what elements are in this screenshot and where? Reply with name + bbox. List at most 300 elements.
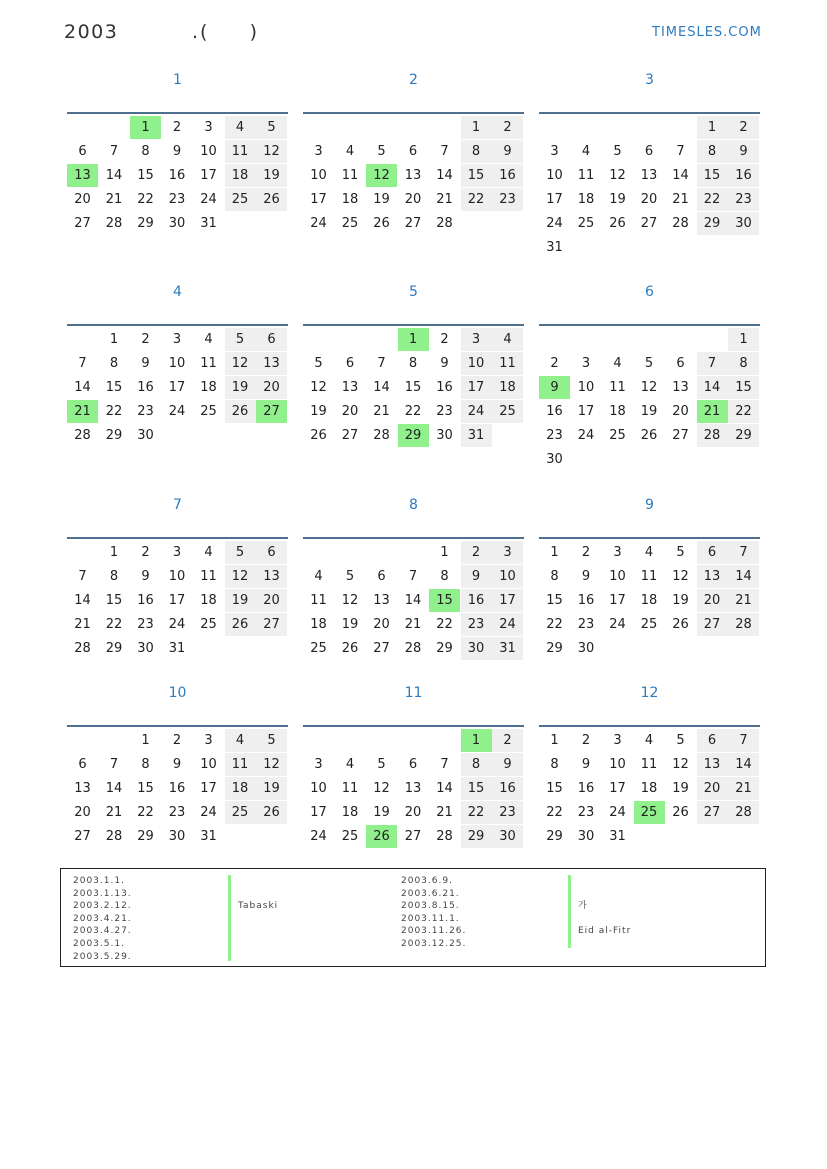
day-cell: 26 bbox=[672, 617, 689, 632]
month-name: 9 bbox=[645, 497, 654, 513]
day-cell: 24 bbox=[168, 617, 186, 632]
legend-entry bbox=[578, 938, 631, 951]
calendar-year: 2003 bbox=[64, 21, 119, 43]
day-cell: 20 bbox=[341, 404, 359, 419]
day-cell: 13 bbox=[373, 593, 390, 608]
day-cell: 2 bbox=[492, 729, 523, 752]
day-cell: 4 bbox=[225, 729, 256, 752]
month-rule bbox=[303, 112, 524, 114]
day-cell: 13 bbox=[697, 565, 728, 588]
day-cell: 29 bbox=[436, 641, 453, 656]
day-cell: 22 bbox=[137, 805, 154, 820]
day-cell: 15 bbox=[728, 376, 759, 399]
day-cell: 13 bbox=[672, 380, 689, 395]
day-cell: 20 bbox=[640, 192, 658, 207]
day-cell: 10 bbox=[609, 569, 626, 584]
day-cell: 21 bbox=[436, 805, 453, 820]
day-cell: 25 bbox=[200, 617, 217, 632]
day-cell: 2 bbox=[172, 733, 182, 748]
holiday-day-cell: 15 bbox=[429, 589, 460, 612]
holiday-day-cell: 29 bbox=[398, 424, 429, 447]
day-cell: 29 bbox=[697, 212, 728, 235]
day-cell: 9 bbox=[141, 356, 150, 371]
day-cell: 7 bbox=[440, 757, 449, 772]
day-cell: 28 bbox=[404, 641, 422, 656]
day-cell: 2 bbox=[172, 120, 182, 135]
day-cell: 10 bbox=[492, 565, 523, 588]
day-cell: 18 bbox=[341, 192, 359, 207]
day-cell: 12 bbox=[672, 757, 689, 772]
day-cell: 9 bbox=[492, 140, 523, 163]
day-cell: 1 bbox=[550, 733, 559, 748]
day-cell: 21 bbox=[105, 192, 123, 207]
day-cell: 12 bbox=[373, 781, 390, 796]
day-cell: 11 bbox=[341, 168, 359, 183]
day-cell: 7 bbox=[676, 144, 685, 159]
holiday-day-cell: 1 bbox=[130, 116, 161, 139]
legend-entry: 2003.4.27. bbox=[73, 926, 132, 937]
legend-dates-column-1 bbox=[73, 875, 132, 963]
day-cell: 15 bbox=[404, 380, 422, 395]
day-cell: 29 bbox=[137, 829, 154, 844]
day-cell: 27 bbox=[256, 613, 287, 636]
day-cell: 30 bbox=[461, 637, 492, 660]
legend-entry bbox=[238, 913, 278, 926]
month-rule bbox=[67, 112, 288, 114]
day-cell: 6 bbox=[676, 356, 685, 371]
day-cell: 17 bbox=[546, 192, 563, 207]
day-cell: 20 bbox=[404, 192, 422, 207]
day-cell: 24 bbox=[609, 805, 626, 820]
day-cell: 15 bbox=[546, 593, 563, 608]
day-cell: 16 bbox=[137, 380, 154, 395]
day-cell: 20 bbox=[256, 589, 287, 612]
day-cell: 29 bbox=[105, 641, 123, 656]
day-cell: 24 bbox=[310, 829, 327, 844]
month-name: 10 bbox=[168, 685, 187, 701]
day-cell: 21 bbox=[404, 617, 422, 632]
day-cell: 2 bbox=[492, 116, 523, 139]
day-cell: 28 bbox=[74, 428, 91, 443]
day-cell: 2 bbox=[141, 332, 150, 347]
legend-entry bbox=[238, 925, 278, 938]
legend-divider-1 bbox=[228, 875, 231, 961]
page-header bbox=[0, 0, 827, 60]
day-cell: 29 bbox=[137, 216, 154, 231]
day-cell: 26 bbox=[341, 641, 359, 656]
day-cell: 15 bbox=[137, 781, 154, 796]
day-cell: 31 bbox=[546, 240, 563, 255]
day-cell: 26 bbox=[256, 188, 287, 211]
day-cell: 12 bbox=[256, 140, 287, 163]
day-cell: 19 bbox=[640, 404, 658, 419]
day-cell: 4 bbox=[314, 569, 323, 584]
day-cell: 18 bbox=[200, 380, 217, 395]
day-cell: 25 bbox=[225, 188, 256, 211]
day-cell: 28 bbox=[436, 216, 453, 231]
legend-dates-column-2 bbox=[401, 875, 466, 951]
day-cell: 23 bbox=[137, 617, 154, 632]
day-cell: 8 bbox=[550, 569, 559, 584]
holiday-day-cell: 27 bbox=[256, 400, 287, 423]
legend-entry: 2003.11.26. bbox=[401, 926, 467, 937]
day-cell: 3 bbox=[204, 120, 213, 135]
day-cell: 5 bbox=[676, 733, 685, 748]
day-cell: 19 bbox=[672, 593, 689, 608]
legend-entry: 2003.2.12. bbox=[73, 901, 132, 912]
day-cell: 17 bbox=[492, 589, 523, 612]
day-cell: 8 bbox=[109, 569, 119, 584]
day-cell: 22 bbox=[546, 805, 563, 820]
day-cell: 1 bbox=[141, 733, 150, 748]
day-cell: 2 bbox=[581, 545, 591, 560]
day-cell: 22 bbox=[105, 617, 123, 632]
day-cell: 6 bbox=[697, 729, 728, 752]
day-cell: 26 bbox=[225, 400, 256, 423]
day-cell: 4 bbox=[644, 733, 654, 748]
day-cell: 5 bbox=[644, 356, 654, 371]
day-cell: 30 bbox=[436, 428, 453, 443]
day-cell: 20 bbox=[672, 404, 689, 419]
legend-divider-2 bbox=[568, 875, 571, 948]
day-cell: 28 bbox=[728, 801, 759, 824]
day-cell: 18 bbox=[609, 404, 626, 419]
day-cell: 17 bbox=[168, 380, 186, 395]
month-rule bbox=[303, 537, 524, 539]
day-cell: 21 bbox=[728, 589, 759, 612]
day-cell: 8 bbox=[141, 757, 150, 772]
calendar-subtitle: .( ) bbox=[192, 21, 260, 43]
month-rule bbox=[303, 324, 524, 326]
legend-entry bbox=[578, 888, 631, 901]
day-cell: 19 bbox=[373, 192, 390, 207]
day-cell: 14 bbox=[672, 168, 689, 183]
day-cell: 3 bbox=[581, 356, 591, 371]
day-cell: 7 bbox=[377, 356, 386, 371]
day-cell: 14 bbox=[105, 168, 123, 183]
day-cell: 12 bbox=[640, 380, 658, 395]
day-cell: 14 bbox=[728, 753, 759, 776]
day-cell: 9 bbox=[581, 569, 591, 584]
day-cell: 10 bbox=[200, 757, 217, 772]
day-cell: 25 bbox=[577, 216, 595, 231]
day-cell: 22 bbox=[404, 404, 422, 419]
day-cell: 19 bbox=[256, 164, 287, 187]
day-cell: 5 bbox=[377, 757, 386, 772]
day-cell: 5 bbox=[676, 545, 685, 560]
day-cell: 8 bbox=[697, 140, 728, 163]
day-cell: 4 bbox=[345, 144, 355, 159]
day-cell: 14 bbox=[697, 376, 728, 399]
day-cell: 13 bbox=[256, 352, 287, 375]
day-cell: 17 bbox=[577, 404, 595, 419]
day-cell: 16 bbox=[492, 164, 523, 187]
day-cell: 23 bbox=[137, 404, 154, 419]
day-cell: 28 bbox=[105, 216, 123, 231]
day-cell: 9 bbox=[172, 757, 182, 772]
day-cell: 24 bbox=[609, 617, 626, 632]
month-rule bbox=[67, 324, 288, 326]
day-cell: 8 bbox=[550, 757, 559, 772]
day-cell: 4 bbox=[345, 757, 355, 772]
day-cell: 10 bbox=[546, 168, 563, 183]
day-cell: 6 bbox=[377, 569, 386, 584]
day-cell: 23 bbox=[546, 428, 563, 443]
day-cell: 4 bbox=[225, 116, 256, 139]
day-cell: 20 bbox=[74, 192, 91, 207]
day-cell: 27 bbox=[697, 801, 728, 824]
day-cell: 31 bbox=[609, 829, 626, 844]
legend-entry: 2003.1.13. bbox=[73, 888, 132, 899]
holiday-day-cell: 21 bbox=[67, 400, 98, 423]
day-cell: 19 bbox=[256, 777, 287, 800]
day-cell: 23 bbox=[577, 617, 595, 632]
day-cell: 21 bbox=[672, 192, 689, 207]
day-cell: 7 bbox=[728, 729, 759, 752]
day-cell: 11 bbox=[310, 593, 327, 608]
month-rule bbox=[67, 537, 288, 539]
day-cell: 25 bbox=[310, 641, 327, 656]
day-cell: 22 bbox=[697, 188, 728, 211]
day-cell: 5 bbox=[613, 144, 622, 159]
holiday-day-cell: 13 bbox=[67, 164, 98, 187]
day-cell: 17 bbox=[461, 376, 492, 399]
day-cell: 6 bbox=[78, 757, 87, 772]
day-cell: 19 bbox=[310, 404, 327, 419]
day-cell: 14 bbox=[373, 380, 390, 395]
day-cell: 6 bbox=[644, 144, 654, 159]
day-cell: 7 bbox=[440, 144, 449, 159]
day-cell: 23 bbox=[168, 805, 186, 820]
day-cell: 13 bbox=[341, 380, 359, 395]
legend-entry: 2003.11.1. bbox=[401, 913, 460, 924]
day-cell: 11 bbox=[640, 569, 658, 584]
day-cell: 22 bbox=[728, 400, 759, 423]
legend-names-column-1 bbox=[238, 875, 278, 963]
day-cell: 26 bbox=[609, 216, 626, 231]
day-cell: 23 bbox=[461, 613, 492, 636]
day-cell: 15 bbox=[105, 380, 123, 395]
day-cell: 12 bbox=[609, 168, 626, 183]
day-cell: 17 bbox=[200, 168, 217, 183]
day-cell: 12 bbox=[225, 352, 256, 375]
day-cell: 10 bbox=[168, 356, 186, 371]
day-cell: 12 bbox=[225, 565, 256, 588]
day-cell: 10 bbox=[310, 168, 327, 183]
day-cell: 18 bbox=[492, 376, 523, 399]
month-name: 12 bbox=[640, 685, 659, 701]
day-cell: 25 bbox=[225, 801, 256, 824]
holiday-day-cell: 9 bbox=[539, 376, 570, 399]
day-cell: 16 bbox=[492, 777, 523, 800]
day-cell: 26 bbox=[256, 801, 287, 824]
day-cell: 21 bbox=[74, 617, 91, 632]
day-cell: 20 bbox=[697, 777, 728, 800]
day-cell: 2 bbox=[550, 356, 559, 371]
day-cell: 24 bbox=[168, 404, 186, 419]
day-cell: 11 bbox=[341, 781, 359, 796]
day-cell: 27 bbox=[640, 216, 658, 231]
legend-entry: 2003.5.29. bbox=[73, 951, 132, 962]
legend-entry: 2003.6.21. bbox=[401, 888, 460, 899]
day-cell: 27 bbox=[404, 829, 422, 844]
day-cell: 30 bbox=[577, 829, 595, 844]
day-cell: 25 bbox=[341, 216, 359, 231]
day-cell: 16 bbox=[577, 781, 595, 796]
day-cell: 2 bbox=[461, 541, 492, 564]
day-cell: 25 bbox=[609, 428, 626, 443]
day-cell: 6 bbox=[408, 757, 418, 772]
day-cell: 9 bbox=[461, 565, 492, 588]
day-cell: 24 bbox=[461, 400, 492, 423]
month-name: 5 bbox=[409, 284, 418, 300]
day-cell: 24 bbox=[546, 216, 563, 231]
day-cell: 31 bbox=[492, 637, 523, 660]
day-cell: 16 bbox=[461, 589, 492, 612]
day-cell: 2 bbox=[728, 116, 759, 139]
day-cell: 10 bbox=[168, 569, 186, 584]
day-cell: 22 bbox=[105, 404, 123, 419]
day-cell: 30 bbox=[577, 641, 595, 656]
day-cell: 23 bbox=[492, 188, 523, 211]
day-cell: 16 bbox=[577, 593, 595, 608]
day-cell: 7 bbox=[109, 144, 119, 159]
day-cell: 24 bbox=[200, 192, 217, 207]
month-rule bbox=[67, 725, 288, 727]
day-cell: 23 bbox=[492, 801, 523, 824]
day-cell: 7 bbox=[78, 569, 87, 584]
month-rule bbox=[539, 324, 760, 326]
day-cell: 19 bbox=[225, 589, 256, 612]
day-cell: 3 bbox=[613, 545, 622, 560]
holiday-day-cell: 26 bbox=[366, 825, 397, 848]
day-cell: 11 bbox=[492, 352, 523, 375]
month-name: 8 bbox=[409, 497, 418, 513]
day-cell: 3 bbox=[314, 757, 323, 772]
legend-entry: 가 bbox=[578, 901, 588, 912]
day-cell: 7 bbox=[697, 352, 728, 375]
day-cell: 18 bbox=[640, 781, 658, 796]
day-cell: 17 bbox=[310, 805, 327, 820]
day-cell: 15 bbox=[697, 164, 728, 187]
day-cell: 11 bbox=[225, 140, 256, 163]
day-cell: 22 bbox=[461, 188, 492, 211]
day-cell: 16 bbox=[168, 781, 186, 796]
day-cell: 19 bbox=[609, 192, 626, 207]
day-cell: 1 bbox=[440, 545, 449, 560]
day-cell: 9 bbox=[492, 753, 523, 776]
day-cell: 7 bbox=[408, 569, 418, 584]
month-name: 6 bbox=[645, 284, 654, 300]
day-cell: 5 bbox=[225, 328, 256, 351]
month-name: 2 bbox=[409, 72, 418, 88]
day-cell: 5 bbox=[345, 569, 355, 584]
day-cell: 9 bbox=[141, 569, 150, 584]
day-cell: 17 bbox=[310, 192, 327, 207]
day-cell: 7 bbox=[109, 757, 119, 772]
day-cell: 18 bbox=[341, 805, 359, 820]
day-cell: 19 bbox=[373, 805, 390, 820]
day-cell: 14 bbox=[436, 781, 453, 796]
holiday-day-cell: 25 bbox=[634, 801, 665, 824]
day-cell: 31 bbox=[461, 424, 492, 447]
legend-entry: 2003.5.1. bbox=[73, 938, 125, 949]
day-cell: 15 bbox=[137, 168, 154, 183]
day-cell: 1 bbox=[461, 116, 492, 139]
legend-entry bbox=[578, 875, 631, 888]
day-cell: 18 bbox=[577, 192, 595, 207]
day-cell: 5 bbox=[256, 116, 287, 139]
day-cell: 28 bbox=[74, 641, 91, 656]
day-cell: 28 bbox=[672, 216, 689, 231]
day-cell: 19 bbox=[225, 376, 256, 399]
day-cell: 23 bbox=[577, 805, 595, 820]
day-cell: 24 bbox=[492, 613, 523, 636]
day-cell: 9 bbox=[440, 356, 449, 371]
day-cell: 29 bbox=[546, 641, 563, 656]
day-cell: 6 bbox=[256, 328, 287, 351]
day-cell: 12 bbox=[672, 569, 689, 584]
day-cell: 6 bbox=[256, 541, 287, 564]
holiday-day-cell: 1 bbox=[461, 729, 492, 752]
day-cell: 26 bbox=[225, 613, 256, 636]
day-cell: 3 bbox=[172, 332, 182, 347]
day-cell: 1 bbox=[697, 116, 728, 139]
day-cell: 7 bbox=[728, 541, 759, 564]
day-cell: 19 bbox=[341, 617, 359, 632]
day-cell: 16 bbox=[137, 593, 154, 608]
day-cell: 20 bbox=[256, 376, 287, 399]
day-cell: 30 bbox=[168, 829, 186, 844]
day-cell: 14 bbox=[105, 781, 123, 796]
day-cell: 28 bbox=[728, 613, 759, 636]
day-cell: 2 bbox=[440, 332, 449, 347]
day-cell: 21 bbox=[728, 777, 759, 800]
day-cell: 3 bbox=[461, 328, 492, 351]
day-cell: 22 bbox=[461, 801, 492, 824]
day-cell: 7 bbox=[78, 356, 87, 371]
month-name: 1 bbox=[173, 72, 182, 88]
day-cell: 31 bbox=[168, 641, 186, 656]
month-rule bbox=[303, 725, 524, 727]
day-cell: 27 bbox=[74, 216, 91, 231]
day-cell: 11 bbox=[200, 569, 217, 584]
legend-entry bbox=[238, 888, 278, 901]
day-cell: 13 bbox=[697, 753, 728, 776]
day-cell: 4 bbox=[613, 356, 622, 371]
day-cell: 31 bbox=[200, 829, 217, 844]
month-name: 7 bbox=[173, 497, 182, 513]
day-cell: 29 bbox=[461, 825, 492, 848]
legend-entry bbox=[238, 951, 278, 964]
day-cell: 21 bbox=[436, 192, 453, 207]
day-cell: 13 bbox=[640, 168, 658, 183]
legend-entry: Eid al-Fitr bbox=[578, 926, 632, 937]
site-logo[interactable]: TIMESLES.COM bbox=[652, 25, 762, 40]
day-cell: 9 bbox=[172, 144, 182, 159]
day-cell: 10 bbox=[310, 781, 327, 796]
legend-entry: 2003.8.15. bbox=[401, 901, 460, 912]
day-cell: 17 bbox=[609, 593, 626, 608]
day-cell: 22 bbox=[436, 617, 453, 632]
month-rule bbox=[539, 112, 760, 114]
day-cell: 5 bbox=[314, 356, 323, 371]
day-cell: 3 bbox=[314, 144, 323, 159]
day-cell: 24 bbox=[310, 216, 327, 231]
month-rule bbox=[539, 537, 760, 539]
day-cell: 23 bbox=[168, 192, 186, 207]
day-cell: 25 bbox=[341, 829, 359, 844]
